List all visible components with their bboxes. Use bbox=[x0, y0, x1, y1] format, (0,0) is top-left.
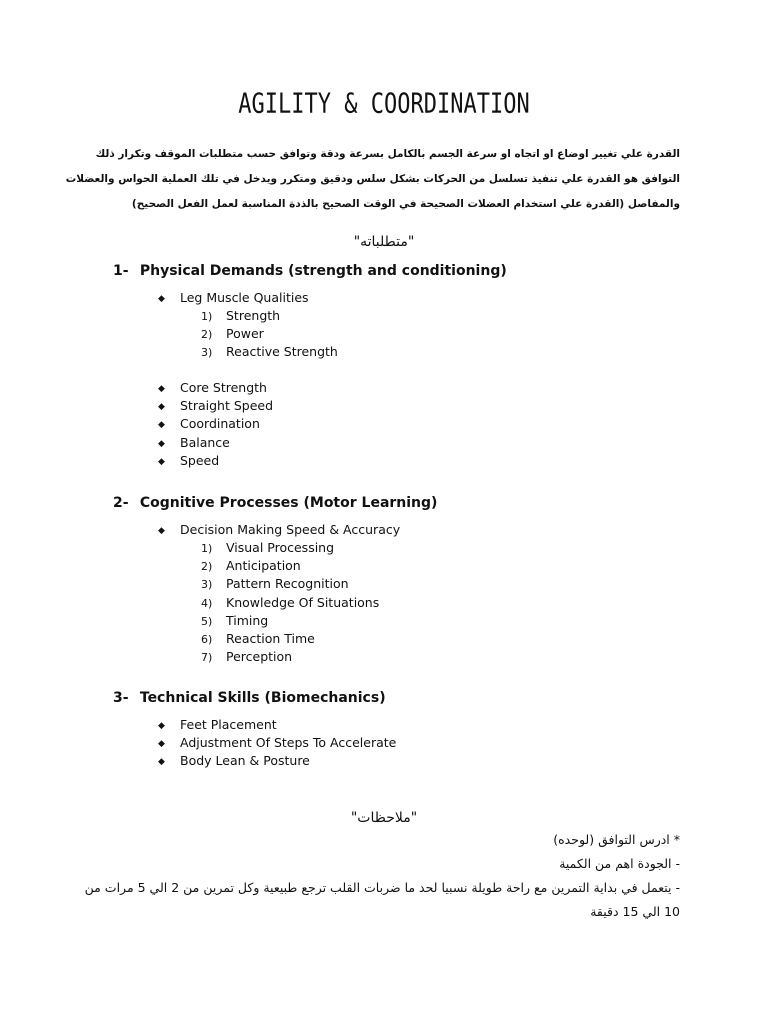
list-item: ◆ Core Strength bbox=[158, 379, 273, 397]
requirements-heading: "متطلباته" bbox=[353, 234, 415, 250]
note-line: - يتعمل في بداية التمرين مع راحة طويلة نسبيا لحد ما ضربات القلب ترجع طبيعية وكل تمرين من 2 الي 5 مرات من bbox=[84, 880, 680, 895]
numbered-list bbox=[201, 307, 338, 362]
section-title: Technical Skills (Biomechanics) bbox=[139, 690, 386, 706]
list-item: 1) Visual Processing bbox=[201, 540, 335, 555]
bullet-icon: ◆ bbox=[158, 757, 165, 768]
notes-heading: "ملاحظات" bbox=[350, 810, 418, 826]
list-item: ◆ Coordination bbox=[158, 415, 273, 433]
list-item: 3) Reactive Strength bbox=[201, 344, 338, 360]
intro-line: التوافق هو القدرة علي تنفيذ تسلسل من الحركات بشكل سلس ودقيق ومتكرر ويدخل في تلك العملية الحواس والعضلات bbox=[65, 173, 680, 185]
list-item: 3) Pattern Recognition bbox=[201, 576, 349, 592]
bullet-icon: ◆ bbox=[158, 294, 165, 304]
bullet-icon: ◆ bbox=[158, 721, 165, 731]
bullet-list bbox=[158, 379, 273, 470]
bullet-list bbox=[158, 521, 400, 539]
section-heading bbox=[113, 263, 507, 279]
numbered-list bbox=[201, 539, 379, 666]
intro-line: القدرة علي تغيير اوضاع او اتجاه او سرعة الجسم بالكامل بسرعة ودقة وتوافق حسب متطلبات الموقف وتكرار ذلك bbox=[95, 148, 680, 160]
bullet-icon: ◆ bbox=[158, 420, 165, 431]
section-number: 2- bbox=[113, 495, 129, 511]
intro-paragraph bbox=[65, 142, 680, 217]
list-item: ◆ Straight Speed bbox=[158, 397, 273, 415]
list-item: ◆ Feet Placement bbox=[158, 716, 396, 734]
list-item: ◆ Adjustment Of Steps To Accelerate bbox=[158, 734, 396, 752]
section-title: Physical Demands (strength and conditioning) bbox=[139, 263, 507, 279]
section-heading bbox=[113, 495, 437, 511]
list-item: 2) Power bbox=[201, 326, 264, 342]
list-item: 7) Perception bbox=[201, 649, 293, 665]
list-item: ◆ Body Lean & Posture bbox=[158, 752, 396, 770]
list-item: ◆ Leg Muscle Qualities bbox=[158, 289, 309, 307]
note-line: 10 الي 15 دقيقة bbox=[590, 904, 680, 919]
note-line: - الجودة اهم من الكمية bbox=[559, 856, 680, 871]
bullet-list bbox=[158, 289, 309, 307]
list-item: 5) Timing bbox=[201, 612, 269, 628]
page-title: AGILITY & COORDINATION bbox=[238, 88, 530, 121]
bullet-icon: ◆ bbox=[158, 526, 165, 536]
bullet-icon: ◆ bbox=[158, 402, 165, 413]
section-heading bbox=[113, 690, 386, 706]
bullet-list bbox=[158, 716, 396, 771]
list-item: ◆ Decision Making Speed & Accuracy bbox=[158, 521, 400, 539]
list-item: ◆ Speed bbox=[158, 452, 273, 470]
section-number: 3- bbox=[113, 690, 129, 706]
list-item: 2) Anticipation bbox=[201, 558, 301, 574]
section-title: Cognitive Processes (Motor Learning) bbox=[139, 495, 438, 511]
bullet-icon: ◆ bbox=[158, 438, 165, 449]
intro-line: والمفاصل (القدرة علي استخدام العضلات الصحيحة في الوقت الصحيح بالذدة المناسبة لعمل الفعل الصحيح) bbox=[131, 198, 680, 210]
bullet-icon: ◆ bbox=[158, 739, 165, 750]
list-item: 1) Strength bbox=[201, 308, 281, 323]
list-item: 4) Knowledge Of Situations bbox=[201, 594, 380, 610]
bullet-icon: ◆ bbox=[158, 456, 165, 467]
bullet-icon: ◆ bbox=[158, 384, 165, 394]
notes-list bbox=[84, 828, 680, 924]
note-line: * ادرس التوافق (لوحده) bbox=[553, 832, 680, 847]
list-item: ◆ Balance bbox=[158, 434, 273, 452]
section-number: 1- bbox=[113, 263, 129, 279]
list-item: 6) Reaction Time bbox=[201, 630, 315, 646]
